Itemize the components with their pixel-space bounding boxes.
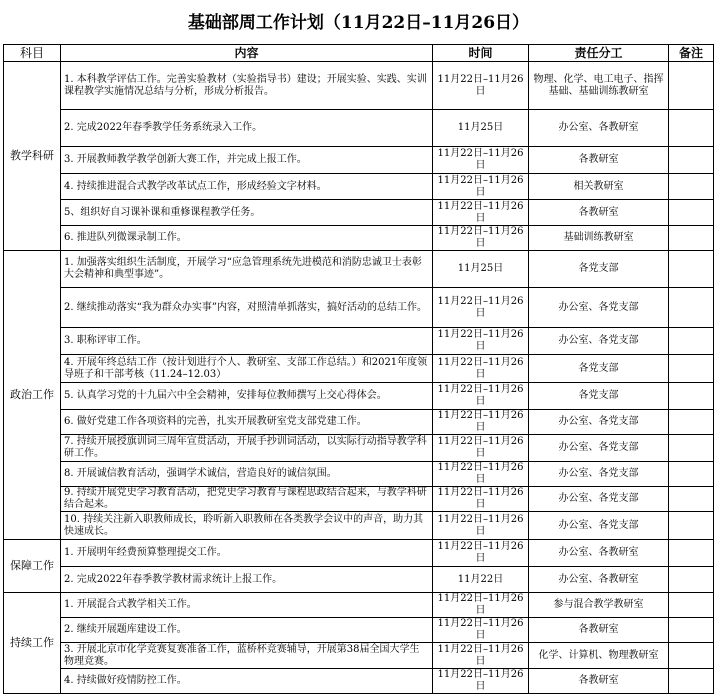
task-responsible: 各教研室 — [529, 200, 669, 226]
task-responsible: 各教研室 — [529, 147, 669, 174]
task-note — [669, 110, 714, 147]
task-note — [669, 200, 714, 226]
task-content: 3. 开展北京市化学竞赛复赛准备工作，蓝桥杯竞赛辅导，开展第38届全国大学生物理竞赛。 — [61, 643, 433, 669]
task-content: 1. 加强落实组织生活制度，开展学习“应急管理系统先进模范和消防忠诚卫士表彰大会精神和典型事迹”。 — [61, 251, 433, 288]
task-note — [669, 567, 714, 593]
task-responsible: 物理、化学、电工电子、指挥基础、基础训练教研室 — [529, 62, 669, 110]
task-time: 11月22日–11月26日 — [433, 462, 529, 487]
task-note — [669, 540, 714, 567]
table-row — [4, 200, 714, 226]
task-content: 2. 完成2022年春季教学教材需求统计上报工作。 — [61, 567, 433, 593]
task-content: 1. 开展混合式教学相关工作。 — [61, 593, 433, 618]
category-cell: 保障工作 — [4, 540, 61, 593]
task-note — [669, 355, 714, 383]
task-content: 7. 持续开展授旗训词三周年宣贯活动，开展手抄训词活动，以实际行动指导教学科研工作。 — [61, 435, 433, 462]
task-time: 11月22日–11月26日 — [433, 62, 529, 110]
task-note — [669, 62, 714, 110]
task-responsible: 办公室、各教研室 — [529, 567, 669, 593]
task-note — [669, 669, 714, 694]
task-content: 4. 开展年终总结工作（按计划进行个人、教研室、支部工作总结。）和2021年度领导班子和干部考核（11.24–12.03） — [61, 355, 433, 383]
task-responsible: 基础训练教研室 — [529, 226, 669, 251]
task-time: 11月22日–11月26日 — [433, 410, 529, 435]
task-note — [669, 288, 714, 328]
table-row — [4, 62, 714, 110]
task-time: 11月22日–11月26日 — [433, 226, 529, 251]
task-content: 1. 本科教学评估工作。完善实验教材（实验指导书）建设；开展实验、实践、实训课程教学实施情况总结与分析，形成分析报告。 — [61, 62, 433, 110]
header-category: 科目 — [4, 45, 61, 62]
header-responsible: 责任分工 — [529, 45, 669, 62]
table-row — [4, 226, 714, 251]
task-responsible: 相关教研室 — [529, 174, 669, 200]
task-time: 11月25日 — [433, 251, 529, 288]
task-time: 11月22日–11月26日 — [433, 383, 529, 410]
header-row — [4, 45, 714, 62]
category-cell: 教学科研 — [4, 62, 61, 251]
task-content: 2. 继续开展题库建设工作。 — [61, 618, 433, 643]
task-content: 6. 做好党建工作各项资料的完善，扎实开展教研室党支部党建工作。 — [61, 410, 433, 435]
task-note — [669, 410, 714, 435]
task-note — [669, 147, 714, 174]
task-responsible: 各教研室 — [529, 669, 669, 694]
table-row — [4, 462, 714, 487]
task-responsible: 办公室、各党支部 — [529, 512, 669, 540]
task-content: 4. 持续做好疫情防控工作。 — [61, 669, 433, 694]
task-responsible: 办公室、各党支部 — [529, 462, 669, 487]
category-cell: 持续工作 — [4, 593, 61, 694]
task-content: 1. 开展明年经费预算整理提交工作。 — [61, 540, 433, 567]
task-note — [669, 512, 714, 540]
task-time: 11月22日–11月26日 — [433, 540, 529, 567]
task-time: 11月22日 — [433, 567, 529, 593]
work-plan-table — [3, 44, 714, 694]
table-row — [4, 355, 714, 383]
task-time: 11月22日–11月26日 — [433, 288, 529, 328]
task-time: 11月22日–11月26日 — [433, 355, 529, 383]
task-time: 11月22日–11月26日 — [433, 618, 529, 643]
task-content: 9. 持续开展党史学习教育活动，把党史学习教育与课程思政结合起来，与教学科研结合起来。 — [61, 487, 433, 512]
task-time: 11月22日–11月26日 — [433, 200, 529, 226]
task-content: 2. 继续推动落实“我为群众办实事”内容，对照清单抓落实，搞好活动的总结工作。 — [61, 288, 433, 328]
task-responsible: 办公室、各党支部 — [529, 328, 669, 355]
task-time: 11月22日–11月26日 — [433, 593, 529, 618]
task-note — [669, 328, 714, 355]
header-content: 内容 — [61, 45, 433, 62]
task-time: 11月22日–11月26日 — [433, 328, 529, 355]
table-row — [4, 540, 714, 567]
table-row — [4, 383, 714, 410]
task-content: 8. 开展诚信教育活动，强调学术诚信，营造良好的诚信氛围。 — [61, 462, 433, 487]
table-row — [4, 110, 714, 147]
task-responsible: 办公室、各教研室 — [529, 110, 669, 147]
task-time: 11月22日–11月26日 — [433, 669, 529, 694]
task-note — [669, 251, 714, 288]
task-note — [669, 593, 714, 618]
table-row — [4, 288, 714, 328]
table-row — [4, 669, 714, 694]
task-time: 11月22日–11月26日 — [433, 643, 529, 669]
task-responsible: 各党支部 — [529, 251, 669, 288]
task-note — [669, 487, 714, 512]
table-row — [4, 251, 714, 288]
task-note — [669, 226, 714, 251]
task-time: 11月22日–11月26日 — [433, 147, 529, 174]
task-responsible: 办公室、各党支部 — [529, 487, 669, 512]
task-responsible: 办公室、各教研室 — [529, 540, 669, 567]
task-note — [669, 618, 714, 643]
table-row — [4, 618, 714, 643]
task-time: 11月25日 — [433, 110, 529, 147]
task-note — [669, 643, 714, 669]
table-row — [4, 643, 714, 669]
task-responsible: 参与混合教学教研室 — [529, 593, 669, 618]
table-row — [4, 410, 714, 435]
table-row — [4, 174, 714, 200]
task-time: 11月22日–11月26日 — [433, 487, 529, 512]
task-responsible: 各教研室 — [529, 618, 669, 643]
table-row — [4, 328, 714, 355]
task-content: 3. 开展教师教学教学创新大赛工作，并完成上报工作。 — [61, 147, 433, 174]
task-content: 3. 职称评审工作。 — [61, 328, 433, 355]
task-content: 2. 完成2022年春季教学任务系统录入工作。 — [61, 110, 433, 147]
task-note — [669, 174, 714, 200]
task-responsible: 化学、计算机、物理教研室 — [529, 643, 669, 669]
task-responsible: 各党支部 — [529, 383, 669, 410]
task-content: 10. 持续关注新入职教师成长，聆听新入职教师在各类教学会议中的声音，助力其快速成长。 — [61, 512, 433, 540]
table-row — [4, 593, 714, 618]
task-time: 11月22日–11月26日 — [433, 435, 529, 462]
task-note — [669, 383, 714, 410]
task-note — [669, 462, 714, 487]
table-row — [4, 435, 714, 462]
header-note: 备注 — [669, 45, 714, 62]
task-note — [669, 435, 714, 462]
table-row — [4, 147, 714, 174]
task-responsible: 各党支部 — [529, 355, 669, 383]
task-responsible: 办公室、各党支部 — [529, 435, 669, 462]
task-time: 11月22日–11月26日 — [433, 512, 529, 540]
category-cell: 政治工作 — [4, 251, 61, 540]
table-row — [4, 567, 714, 593]
page-title: 基础部周工作计划（11月22日–11月26日） — [187, 13, 530, 33]
task-content: 5. 认真学习党的十九届六中全会精神，安排每位教师撰写上交心得体会。 — [61, 383, 433, 410]
table-row — [4, 512, 714, 540]
header-time: 时间 — [433, 45, 529, 62]
task-responsible: 办公室、各党支部 — [529, 288, 669, 328]
task-content: 6. 推进队列微课录制工作。 — [61, 226, 433, 251]
task-responsible: 办公室、各党支部 — [529, 410, 669, 435]
task-content: 5、组织好自习课补课和重修课程教学任务。 — [61, 200, 433, 226]
table-row — [4, 487, 714, 512]
task-content: 4. 持续推进混合式教学改革试点工作，形成经验文字材料。 — [61, 174, 433, 200]
task-time: 11月22日–11月26日 — [433, 174, 529, 200]
